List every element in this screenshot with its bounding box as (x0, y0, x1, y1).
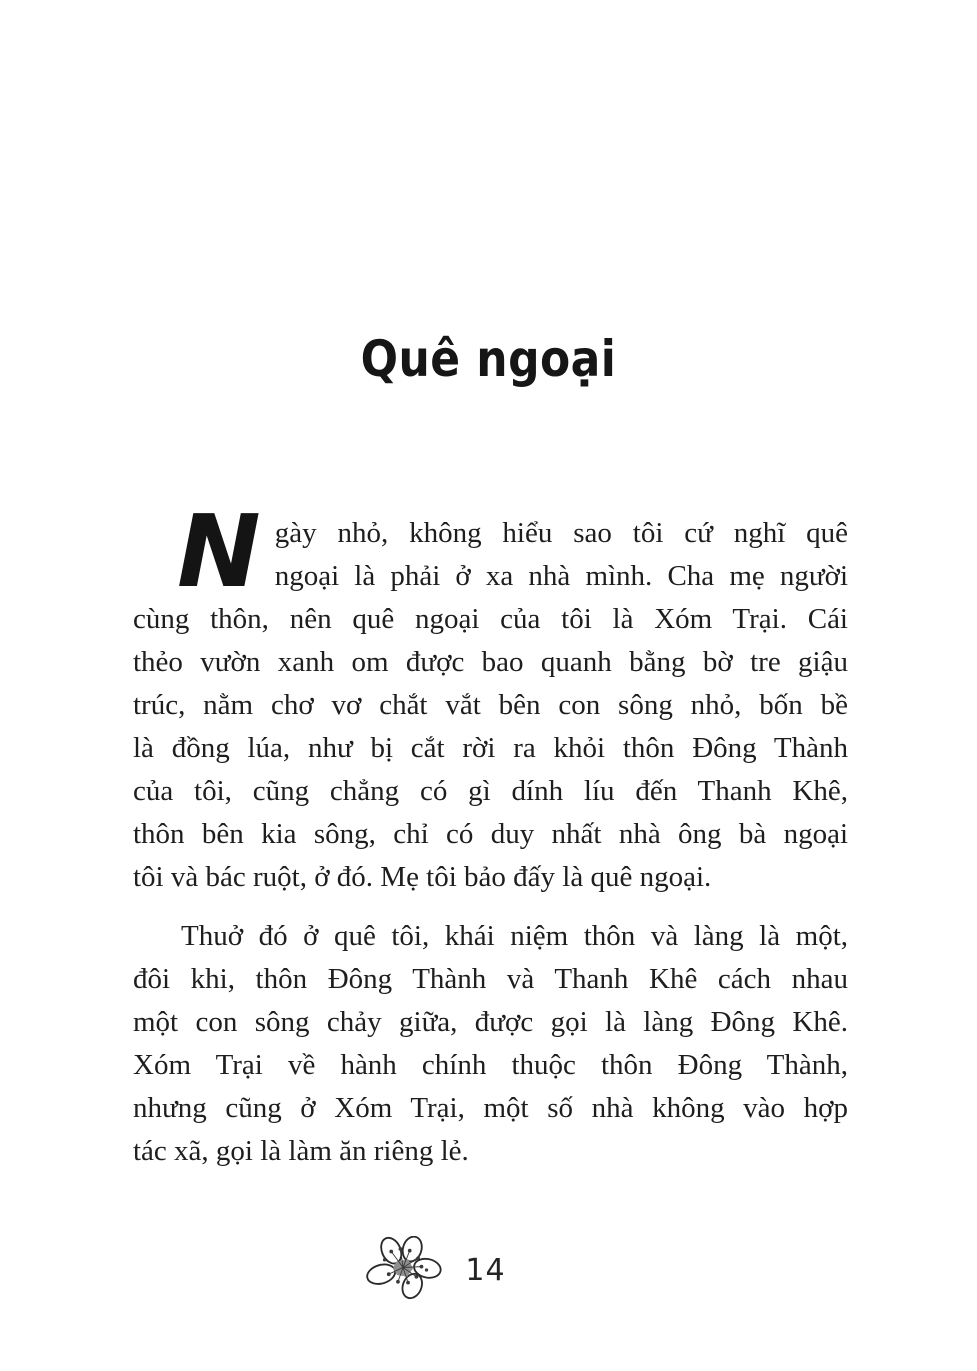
page-number: 14 (465, 1252, 506, 1288)
text-line: một con sông chảy giữa, được gọi là làng Đông Khê. (133, 1006, 848, 1038)
text-line: trúc, nằm chơ vơ chắt vắt bên con sông nhỏ, bốn bề (133, 689, 848, 721)
drop-cap: N (177, 493, 261, 610)
text-line: tôi và bác ruột, ở đó. Mẹ tôi bảo đấy là quê ngoại. (133, 861, 712, 893)
text-line: Thuở đó ở quê tôi, khái niệm thôn và làng là một, (181, 920, 848, 952)
text-line: Xóm Trại về hành chính thuộc thôn Đông Thành, (133, 1049, 848, 1081)
text-line: của tôi, cũng chẳng có gì dính líu đến Thanh Khê, (133, 775, 848, 807)
text-line: nhưng cũng ở Xóm Trại, một số nhà không vào hợp (133, 1092, 848, 1124)
paragraph-2 (133, 915, 848, 1173)
text-line: thôn bên kia sông, chỉ có duy nhất nhà ông bà ngoại (133, 818, 848, 850)
text-line: đôi khi, thôn Đông Thành và Thanh Khê cách nhau (133, 963, 848, 995)
text-line: thẻo vườn xanh om được bao quanh bằng bờ tre giậu (133, 646, 848, 678)
text-line: gày nhỏ, không hiểu sao tôi cứ nghĩ quê (274, 517, 848, 549)
flower-icon (361, 1236, 445, 1304)
chapter-title: Quê ngoại (360, 330, 617, 388)
text-line: là đồng lúa, như bị cắt rời ra khỏi thôn Đông Thành (133, 732, 848, 764)
text-line: cùng thôn, nên quê ngoại của tôi là Xóm Trại. Cái (133, 603, 848, 635)
paragraph-1 (133, 493, 848, 899)
body-text (133, 493, 848, 1173)
page-footer (0, 1236, 922, 1304)
text-line: ngoại là phải ở xa nhà mình. Cha mẹ người (274, 560, 848, 592)
text-line: tác xã, gọi là làm ăn riêng lẻ. (133, 1135, 469, 1167)
